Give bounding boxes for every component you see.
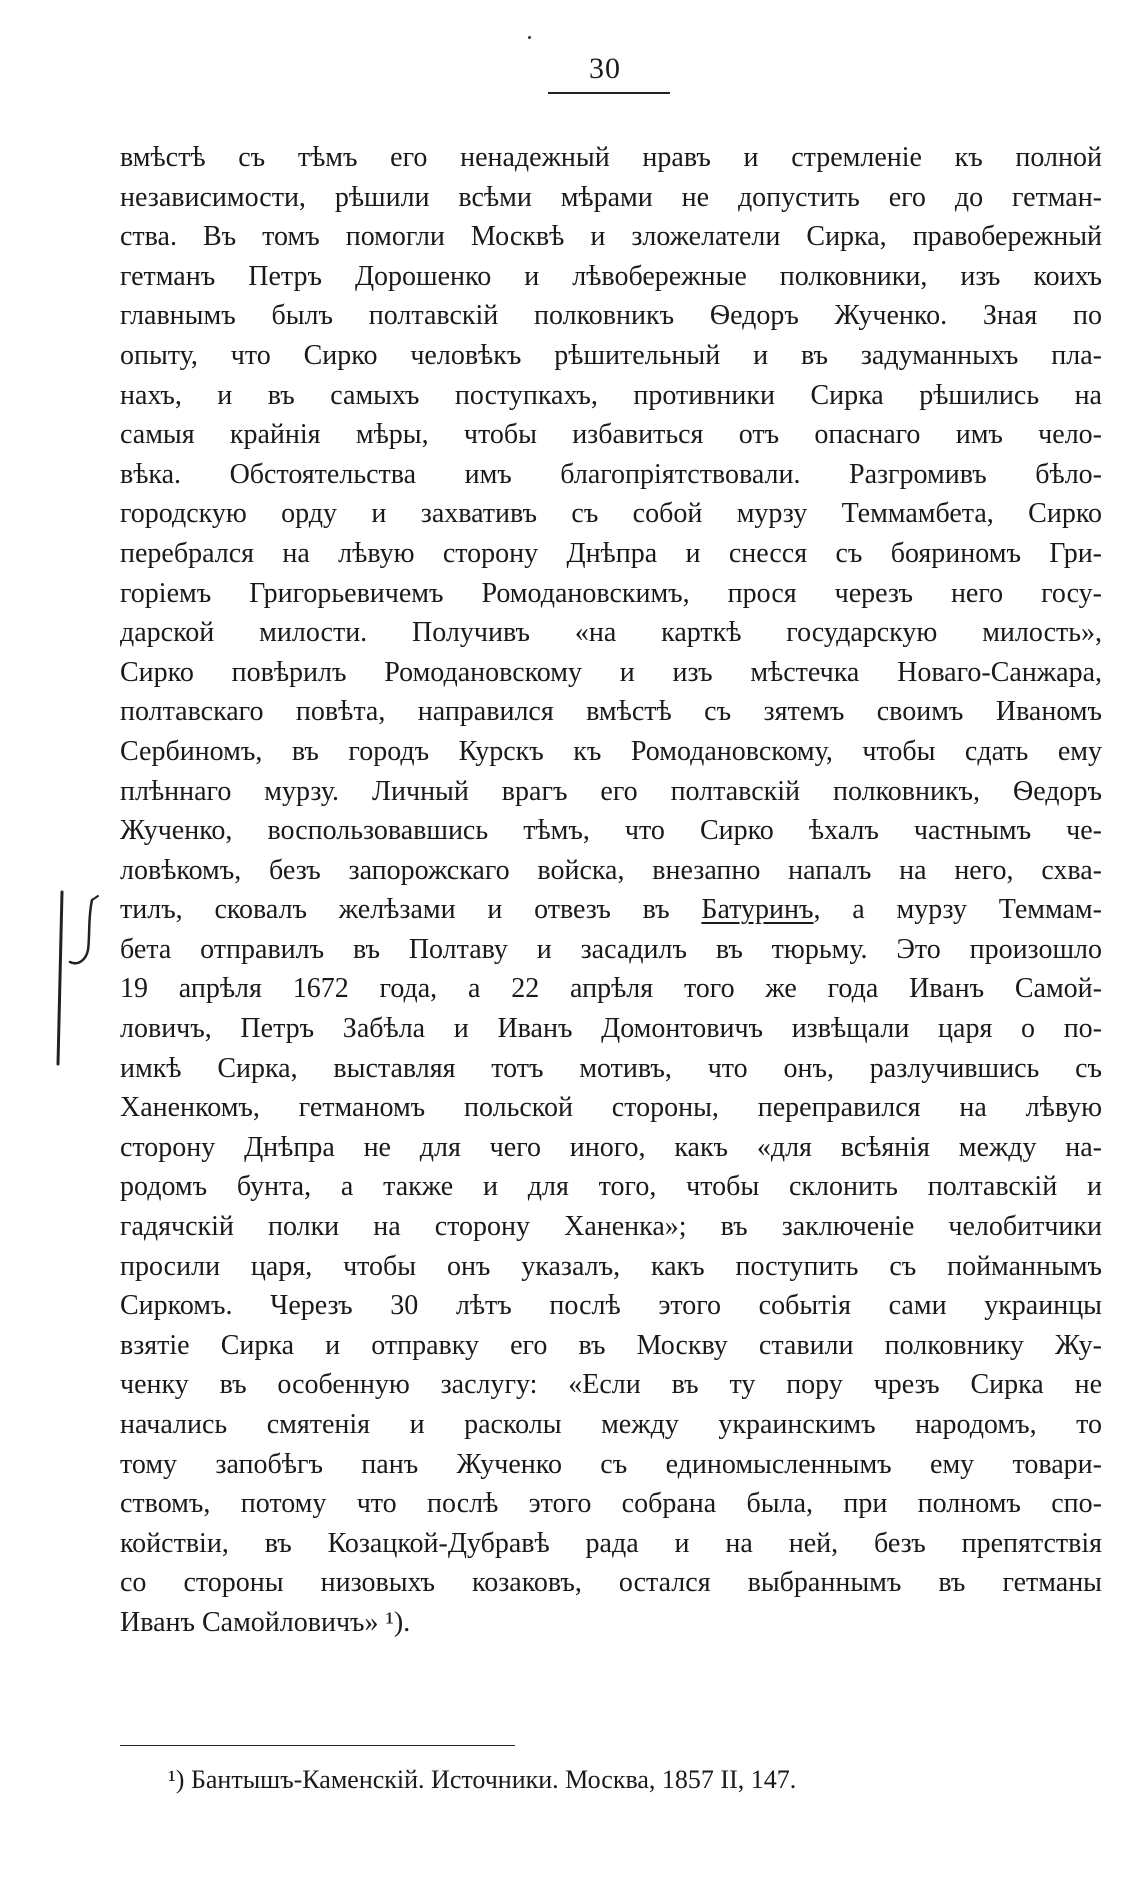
- text-line: имкѣ Сирка, выставляя тотъ мотивъ, что онъ, разлучившись съ: [120, 1052, 1102, 1084]
- text-line: взятіе Сирка и отправку его въ Москву ставили полковнику Жу-: [120, 1329, 1102, 1361]
- text-line: дарской милости. Получивъ «на карткѣ государскую милость»,: [120, 617, 1102, 649]
- text-line: самыя крайнія мѣры, чтобы избавиться отъ опаснаго имъ чело-: [120, 419, 1102, 451]
- text-line: опыту, что Сирко человѣкъ рѣшительный и въ задуманныхъ пла-: [120, 339, 1102, 371]
- text-line: Сирко повѣрилъ Ромодановскому и изъ мѣстечка Новаго-Санжара,: [120, 656, 1102, 688]
- text-line: со стороны низовыхъ козаковъ, остался выбраннымъ въ гетманы: [120, 1567, 1102, 1599]
- text-line: Жученко, воспользовавшись тѣмъ, что Сирко ѣхалъ частнымъ че-: [120, 815, 1102, 847]
- text-line: койствіи, въ Козацкой-Дубравѣ рада и на ней, безъ препятствія: [120, 1527, 1102, 1559]
- text-line: плѣннаго мурзу. Личный врагъ его полтавскій полковникъ, Ѳедоръ: [120, 775, 1102, 807]
- footnote: ¹) Бантышъ-Каменскій. Источники. Москва, 1857 II, 147.: [168, 1765, 797, 1794]
- text-line: начались смятенія и расколы между украинскимъ народомъ, то: [120, 1409, 1102, 1440]
- text-line: ченку въ особенную заслугу: «Если въ ту пору чрезъ Сирка не: [120, 1369, 1102, 1401]
- text-line: родомъ бунта, а также и для того, чтобы склонить полтавскій и: [120, 1171, 1102, 1203]
- page-number: 30: [589, 52, 621, 85]
- text-line: нахъ, и въ самыхъ поступкахъ, противники Сирка рѣшились на: [120, 379, 1102, 411]
- text-line: 19 апрѣля 1672 года, а 22 апрѣля того же года Иванъ Самой-: [120, 973, 1102, 1005]
- ink-dot: [528, 36, 531, 39]
- text-line: перебрался на лѣвую сторону Днѣпра и снесся съ бояриномъ Гри-: [120, 537, 1102, 569]
- text-line: независимости, рѣшили всѣми мѣрами не допустить его до гетман-: [120, 181, 1102, 213]
- text-segment: тилъ, сковалъ желѣзами и отвезъ въ: [120, 894, 702, 926]
- text-line: просили царя, чтобы онъ указалъ, какъ поступить съ пойманнымъ: [120, 1250, 1102, 1282]
- text-line: ствомъ, потому что послѣ этого собрана была, при полномъ спо-: [120, 1488, 1102, 1520]
- text-line: Сиркомъ. Черезъ 30 лѣтъ послѣ этого событія сами украинцы: [120, 1290, 1102, 1322]
- text-line: главнымъ былъ полтавскій полковникъ Ѳедоръ Жученко. Зная по: [120, 300, 1102, 332]
- text-line: полтавскаго повѣта, направился вмѣстѣ съ зятемъ своимъ Иваномъ: [120, 696, 1102, 728]
- text-line: Ханенкомъ, гетманомъ польской стороны, переправился на лѣвую: [120, 1092, 1102, 1124]
- text-line: горіемъ Григорьевичемъ Ромодановскимъ, прося черезъ него госу-: [120, 577, 1102, 609]
- text-line: ловичъ, Петръ Забѣла и Иванъ Домонтовичъ извѣщали царя о по-: [120, 1013, 1102, 1045]
- text-line: [120, 890, 1102, 930]
- text-line: ства. Въ томъ помогли Москвѣ и зложелатели Сирка, правобережный: [120, 221, 1102, 253]
- text-line: тому запобѣгъ панъ Жученко съ единомысленнымъ ему товари-: [120, 1448, 1102, 1480]
- underlined-word: Батуринъ: [701, 894, 814, 926]
- text-line: вѣка. Обстоятельства имъ благопріятствовали. Разгромивъ бѣло-: [120, 458, 1102, 490]
- text-line: Сербиномъ, въ городъ Курскъ къ Ромодановскому, чтобы сдать ему: [120, 735, 1102, 767]
- text-line: гетманъ Петръ Дорошенко и лѣвобережные полковники, изъ коихъ: [120, 260, 1102, 292]
- body-text: [120, 138, 1102, 1643]
- text-line: сторону Днѣпра не для чего иного, какъ «для всѣянія между на-: [120, 1131, 1102, 1163]
- text-line: Иванъ Самойловичъ» ¹).: [120, 1606, 411, 1638]
- page-number-rule: [548, 92, 670, 94]
- text-segment: , а мурзу Теммам-: [813, 894, 1102, 926]
- text-line: гадячскій полки на сторону Ханенка»; въ заключеніе челобитчики: [120, 1211, 1102, 1243]
- text-line: вмѣстѣ съ тѣмъ его ненадежный нравъ и стремленіе къ полной: [120, 142, 1102, 173]
- footnote-rule: [120, 1745, 515, 1746]
- text-line: бета отправилъ въ Полтаву и засадилъ въ тюрьму. Это произошло: [120, 933, 1102, 965]
- handwritten-margin-mark: [48, 888, 108, 1068]
- text-line: ловѣкомъ, безъ запорожскаго войска, внезапно напалъ на него, схва-: [120, 854, 1102, 886]
- text-line: городскую орду и захвативъ съ собой мурзу Теммамбета, Сирко: [120, 498, 1102, 530]
